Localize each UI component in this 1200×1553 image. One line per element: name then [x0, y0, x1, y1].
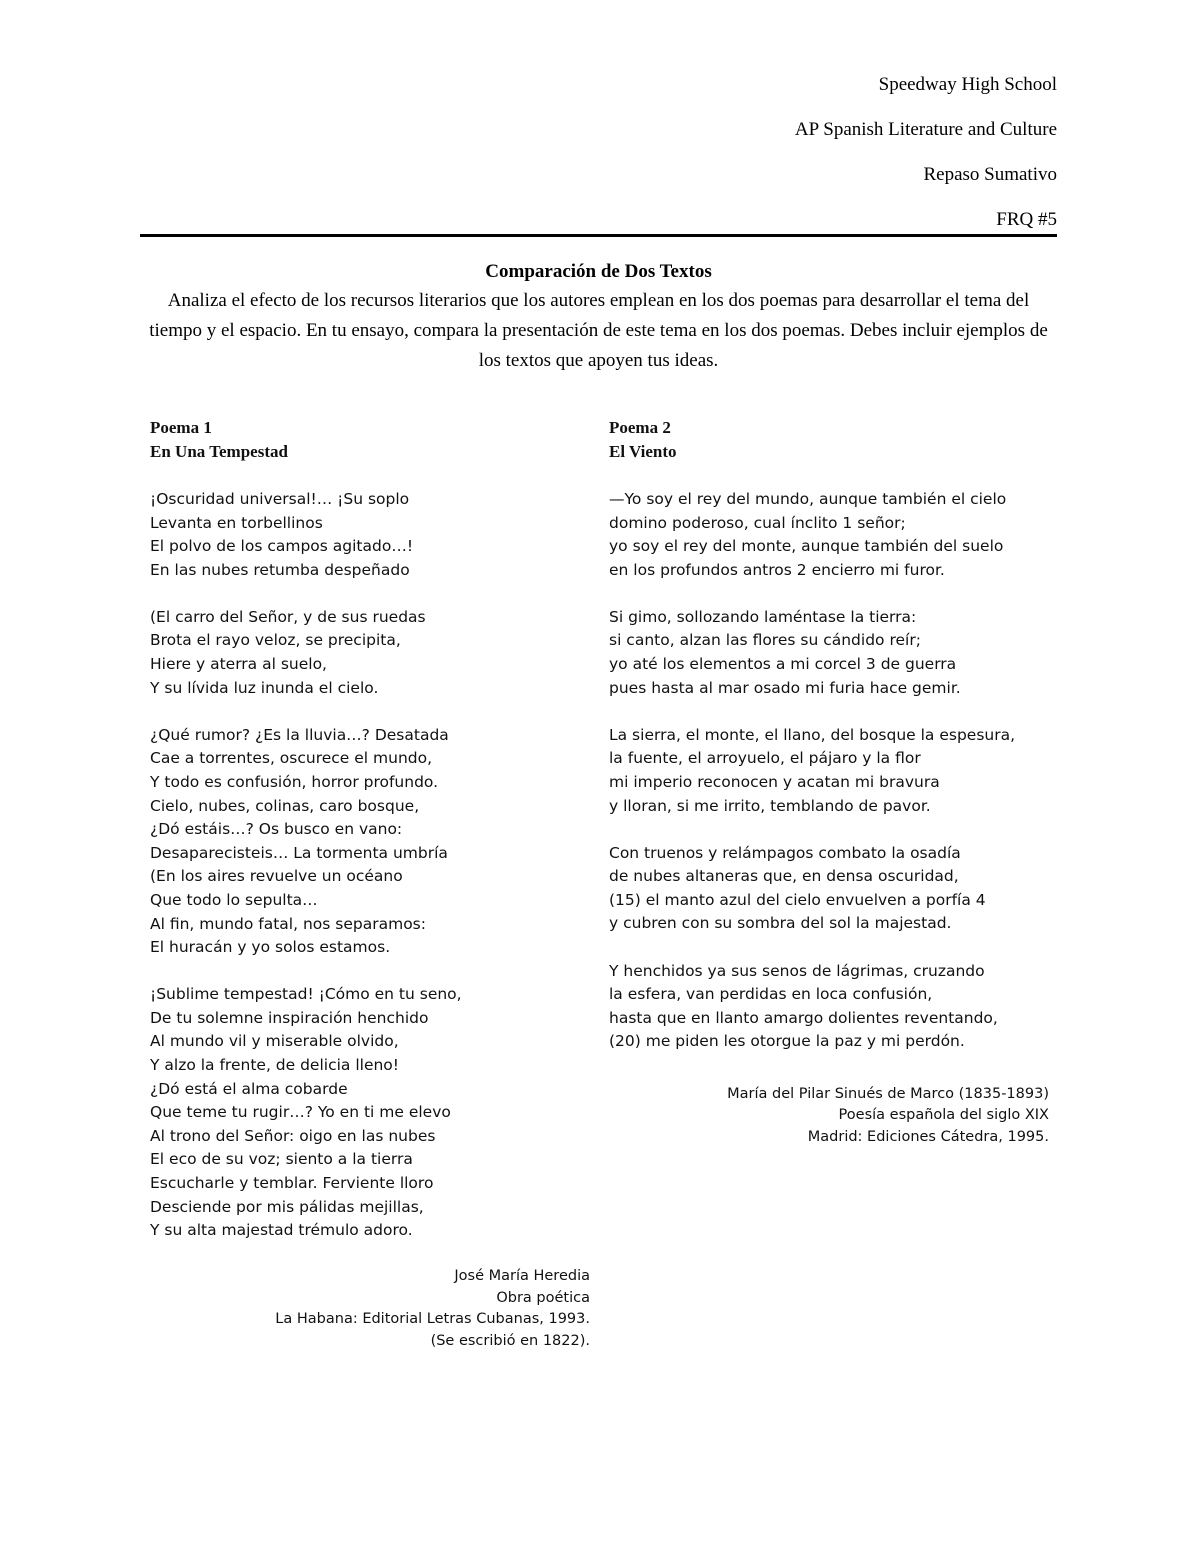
stanza: [609, 960, 1049, 1054]
instructions-title: Comparación de Dos Textos: [485, 261, 712, 282]
verse-line: Cae a torrentes, oscurece el mundo,: [150, 749, 433, 768]
verse-line: Al mundo vil y miserable olvido,: [150, 1032, 399, 1051]
poem-1-column: [150, 416, 590, 1352]
stanza: [609, 724, 1049, 818]
verse-line: la esfera, van perdidas en loca confusión,: [609, 985, 933, 1004]
poem-1-source: [150, 1266, 590, 1352]
verse-line: yo até los elementos a mi corcel 3 de guerra: [609, 655, 957, 674]
verse-line: Desaparecisteis… La tormenta umbría: [150, 843, 448, 862]
stanza: [609, 606, 1049, 700]
verse-line: Brota el rayo veloz, se precipita,: [150, 631, 401, 650]
poem-1-title: En Una Tempestad: [150, 442, 288, 461]
poem-2-label: Poema 2: [609, 418, 671, 437]
verse-line: El huracán y yo solos estamos.: [150, 938, 391, 957]
verse-line: Y todo es confusión, horror profundo.: [150, 772, 439, 791]
verse-line: Con truenos y relámpagos combato la osadía: [609, 843, 961, 862]
verse-line: El polvo de los campos agitado…!: [150, 537, 414, 556]
header-divider: [140, 234, 1057, 237]
verse-line: Cielo, nubes, colinas, caro bosque,: [150, 796, 420, 815]
verse-line: El eco de su voz; siento a la tierra: [150, 1150, 413, 1169]
poem-2-source: [609, 1084, 1049, 1149]
verse-line: yo soy el rey del monte, aunque también del suelo: [609, 537, 1004, 556]
stanza: [150, 983, 590, 1243]
verse-line: Al fin, mundo fatal, nos separamos:: [150, 914, 426, 933]
source-line: José María Heredia: [454, 1268, 590, 1285]
stanza: [609, 488, 1049, 582]
poem-1-text: [150, 488, 590, 1243]
stanza: [150, 488, 590, 582]
verse-line: domino poderoso, cual ínclito 1 señor;: [609, 513, 906, 532]
verse-line: y lloran, si me irrito, temblando de pavor.: [609, 796, 931, 815]
verse-line: Que todo lo sepulta…: [150, 890, 318, 909]
source-line: Poesía española del siglo XIX: [838, 1107, 1049, 1124]
frq-number: FRQ #5: [996, 209, 1057, 230]
instructions: [140, 258, 1057, 376]
source-line: Obra poética: [496, 1289, 590, 1306]
verse-line: pues hasta al mar osado mi furia hace gemir.: [609, 678, 961, 697]
verse-line: en los profundos antros 2 encierro mi furor.: [609, 560, 945, 579]
verse-line: (El carro del Señor, y de sus ruedas: [150, 607, 426, 626]
verse-line: La sierra, el monte, el llano, del bosque la espesura,: [609, 725, 1016, 744]
verse-line: De tu solemne inspiración henchido: [150, 1008, 429, 1027]
verse-line: la fuente, el arroyuelo, el pájaro y la flor: [609, 749, 921, 768]
verse-line: Y alzo la frente, de delicia lleno!: [150, 1055, 400, 1074]
poem-1-label: Poema 1: [150, 418, 212, 437]
source-line: La Habana: Editorial Letras Cubanas, 1993.: [275, 1311, 590, 1328]
source-line: María del Pilar Sinués de Marco (1835-1893): [727, 1085, 1049, 1102]
verse-line: En las nubes retumba despeñado: [150, 560, 410, 579]
poem-2-text: [609, 488, 1049, 1054]
verse-line: ¡Oscuridad universal!… ¡Su soplo: [150, 490, 410, 508]
verse-line: Si gimo, sollozando laméntase la tierra:: [609, 607, 917, 626]
document-header: [140, 70, 1057, 250]
verse-line: Y su alta majestad trémulo adoro.: [150, 1221, 413, 1240]
verse-line: mi imperio reconocen y acatan mi bravura: [609, 772, 940, 791]
stanza: [150, 606, 590, 700]
verse-line: Y su lívida luz inunda el cielo.: [150, 678, 379, 697]
verse-line: Escucharle y temblar. Ferviente lloro: [150, 1173, 434, 1192]
instructions-body: Analiza el efecto de los recursos literarios que los autores emplean en los dos poemas para desarrollar el tema del tiempo y el espacio. En tu ensayo, compara la presentación de este tema en los dos poemas. Debes incluir ejemplos de los textos que apoyen tus ideas.: [149, 290, 1048, 371]
verse-line: hasta que en llanto amargo dolientes reventando,: [609, 1008, 998, 1027]
verse-line: Desciende por mis pálidas mejillas,: [150, 1197, 424, 1216]
verse-line: ¿Dó estáis…? Os busco en vano:: [150, 820, 403, 839]
poem-2-title: El Viento: [609, 442, 677, 461]
course-name: AP Spanish Literature and Culture: [794, 119, 1057, 140]
source-line: Madrid: Ediciones Cátedra, 1995.: [807, 1128, 1049, 1145]
verse-line: (15) el manto azul del cielo envuelven a porfía 4: [609, 890, 986, 909]
stanza: [150, 724, 590, 960]
verse-line: Hiere y aterra al suelo,: [150, 655, 327, 674]
school-name: Speedway High School: [878, 74, 1057, 95]
verse-line: y cubren con su sombra del sol la majestad.: [609, 914, 952, 933]
source-line: (Se escribió en 1822).: [430, 1332, 590, 1349]
verse-line: —Yo soy el rey del mundo, aunque también el cielo: [609, 490, 1007, 508]
verse-line: Al trono del Señor: oigo en las nubes: [150, 1126, 436, 1145]
verse-line: Y henchidos ya sus senos de lágrimas, cruzando: [609, 961, 985, 980]
verse-line: ¿Qué rumor? ¿Es la lluvia…? Desatada: [150, 725, 449, 744]
verse-line: (En los aires revuelve un océano: [150, 867, 403, 886]
verse-line: (20) me piden les otorgue la paz y mi perdón.: [609, 1032, 965, 1051]
poem-2-column: [609, 416, 1049, 1148]
stanza: [609, 842, 1049, 936]
verse-line: ¿Dó está el alma cobarde: [150, 1079, 348, 1098]
verse-line: ¡Sublime tempestad! ¡Cómo en tu seno,: [150, 985, 462, 1004]
unit-name: Repaso Sumativo: [923, 164, 1057, 185]
verse-line: Que teme tu rugir…? Yo en ti me elevo: [150, 1103, 451, 1122]
verse-line: Levanta en torbellinos: [150, 513, 323, 532]
verse-line: si canto, alzan las flores su cándido reír;: [609, 631, 921, 650]
verse-line: de nubes altaneras que, en densa oscuridad,: [609, 867, 959, 886]
